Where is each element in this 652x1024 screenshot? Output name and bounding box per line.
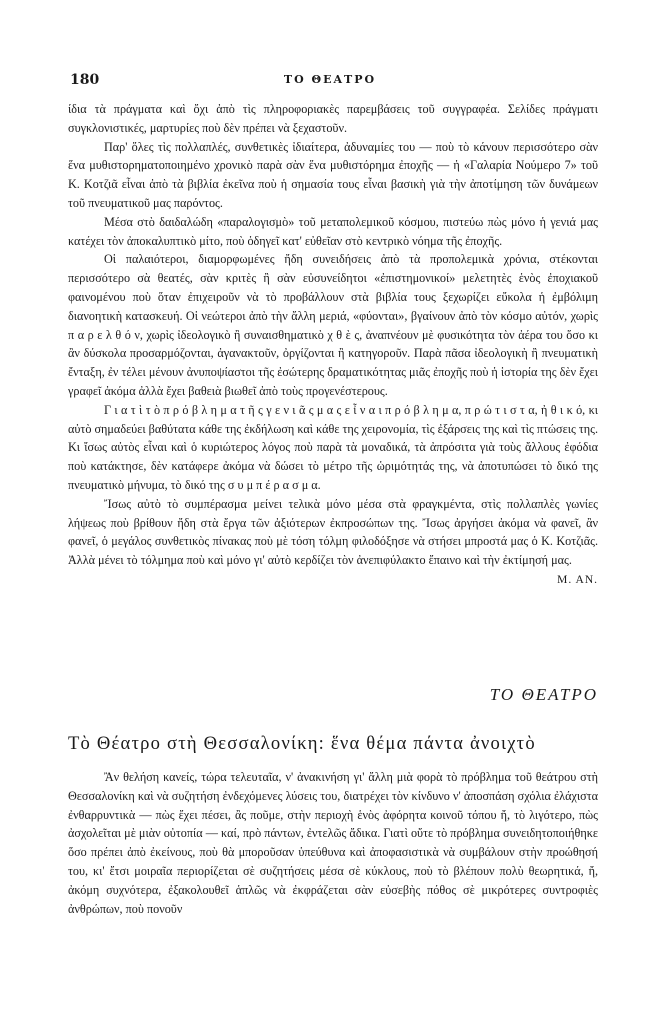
article-paragraph-1: Ἂν θελήση κανείς, τώρα τελευταῖα, ν' ἀνακινήση γι' ἄλλη μιὰ φορὰ τὸ πρόβλημα τοῦ θεάτρου στὴ Θεσσαλονίκη καὶ νὰ συζητήση ἐνδεχόμενες λύσεις του, διατρέχει τὸν κίνδυνο ν' ἀποσπάση σχόλια ἐλάχιστα ἐνθαρρυντικὰ — πὼς ἔχει πέσει, ἂς ποῦμε, στὴν περιοχὴ ἑνὸς ἀφόρητα κοινοῦ τόπου ἤ, τὸ λιγότερο, πὼς ἀσχολεῖται μὲ μιὰν οὐτοπία — καί, πρὸ πάντων, ἐντελῶς ἄδικα. Γιατὶ οὔτε τὸ πρόβλημα συνειδητοποιήθηκε ὅσο πρέπει ἀπὸ ἐκείνους, ποὺ θὰ μποροῦσαν ὑπεύθυνα καὶ ἀποφασιστικὰ νὰ συμβάλουν στὴν προώθησή του, κι' ἔτσι μοιραῖα περιορίζεται σὲ συζητήσεις μέσα σὲ κύκλους, ποὺ τὸ βλέπουν πολὺ θεωρητικά, ἤ, ἀκόμη συχνότερα, ἐξακολουθεῖ ἁπλῶς νὰ ἐκφράζεται σὰν εὐσεβὴς πόθος σὲ μικρότερες συντροφιὲς ἀνθρώπων, ποὺ πονοῦν [68,770,598,916]
article-text [68,768,598,918]
page-number: 180 [70,72,100,88]
running-head: ΤΟ ΘΕΑΤΡΟ [283,73,377,86]
review-text [68,100,598,590]
review-paragraph-4: Οἱ παλαιότεροι, διαμορφωμένες ἤδη συνειδήσεις ἀπὸ τὰ προπολεμικὰ χρόνια, στέκονται περισσότερο σὰ θεατές, σὰν κριτὲς ἢ σὰν εὐσυνείδητοι «ἐπιστημονικοί» μελετητὲς ἑνὸς ἐποχιακοῦ φαινομένου ποὺ ὅταν ἐπιχειροῦν νὰ τὸ προβάλλουν στὰ βιβλία τους ξεχωρίζει εὔκολα ἡ ἐμβόλιμη διανοητικὴ κατασκευή. Οἱ νεώτεροι ἀπὸ τὴν ἄλλη μεριά, «φύονται», βγαίνουν ἀπὸ τὸν κόσμο αὐτόν, χωρὶς π α ρ ε λ θ ό ν, χωρὶς ἰδεολογικὸ ἢ συναισθηματικὸ χ θ ὲ ς, ἀναπνέουν μὲ φυσικότητα τὸν ἀέρα του ὅσο κι ἂν δύσκολα προσαρμόζονται, ἀγανακτοῦν, ὀργίζονται ἢ κατηγοροῦν. Παρὰ πᾶσα ἰδεολογικὴ ἢ πνευματικὴ ἔνταξη, ἐν τέλει μένουν ἀνυποψίαστοι τῆς ἐσώτερης δραματικότητας μιᾶς ἐποχῆς ποὺ ἡ ἱστορία της δὲν ἔχει γραφεῖ ἀκόμα ἀλλὰ ἔχει βαθειὰ βιωθεῖ ἀπὸ τοὺς προγενέστερους. [68,252,598,398]
review-signature: Μ. ΑΝ. [557,573,598,586]
article-title: Τὸ Θέατρο στὴ Θεσσαλονίκη: ἕνα θέμα πάντα ἀνοιχτὸ [68,733,536,754]
section-heading: ΤΟ ΘΕΑΤΡΟ [489,685,598,704]
review-paragraph-5: Γ ι α τ ὶ τ ὸ π ρ ό β λ η μ α τ ῆ ς γ ε ν ι ᾶ ς μ α ς ε ἶ ν α ι π ρ ό β λ η μ α, π ρ ώ τ ι σ τ α, ἠ θ ι κ ό, κι αὐτὸ σημαδεύει βαθύτατα κάθε της ἐκδήλωση καὶ κάθε της χειρονομία, τὶς ἐξάρσεις της καὶ τὶς πτώσεις της. Κι ἴσως αὐτὸς εἶναι καὶ ὁ κυριώτερος λόγος ποὺ παρὰ τὰ μοναδικά, τὰ ἀπρόσιτα γιὰ τοὺς ἄλλους ἐφόδια ποὺ κατάκτησε, δὲν κατάφερε ἀκόμα νὰ δώσει τὸ μέτρο τῆς ὡριμότητάς της, νὰ ἀποτυπώσει τὸ δικό της πνευματικὸ μήνυμα, τὸ δικό της σ υ μ π έ ρ α σ μ α. [68,402,598,492]
review-paragraph-2: Παρ' ὅλες τὶς πολλαπλές, συνθετικὲς ἰδιαίτερα, ἀδυναμίες του — ποὺ τὸ κάνουν περισσότερο σὰν ἕνα μυθιστορηματοποιημένο χρονικὸ παρὰ σὰν ἕνα μυθιστόρημα ἐποχῆς — ἡ «Γαλαρία Νούμερο 7» τοῦ Κ. Κοτζιᾶ εἶναι ἀπὸ τὰ βιβλία ἐκεῖνα ποὺ ἡ σημασία τους εἶναι βασικὴ γιὰ τὴν ἀποτίμηση τῶν δυνάμεων τοῦ πνευματικοῦ μας παρόντος. [68,139,598,210]
page-header [70,72,590,90]
review-paragraph-6: Ἴσως αὐτὸ τὸ συμπέρασμα μείνει τελικὰ μόνο μέσα στὰ φραγκμέντα, στὶς πολλαπλὲς γωνίες λήψεως ποὺ βρίθουν ἤδη στὰ ἔργα τῶν ἀξιότερων ἐκπροσώπων της. Ἴσως ἀργήσει ἀκόμα νὰ φανεῖ, ἂν φανεῖ, ὁ μεγάλος συνθετικὸς πίνακας ποὺ μὲ τόση τόλμη φιλοδόξησε νὰ στήσει μπροστά μας ὁ Κ. Κοτζιᾶς. Ἀλλὰ μένει τὸ τόλμημα ποὺ καὶ μόνο γι' αὐτὸ κερδίζει τὸν ἀνεπιφύλακτο ἔπαινο καὶ τὴν ἐκτίμησή μας. [68,496,598,568]
review-paragraph-1: ίδια τὰ πράγματα καὶ ὄχι ἀπὸ τὶς πληροφοριακὲς παρεμβάσεις τοῦ συγγραφέα. Σελίδες πράγματι συγκλονιστικές, μαρτυρίες ποὺ δὲν πρέπει νὰ ξεχαστοῦν. [68,102,598,135]
review-paragraph-3: Μέσα στὸ δαιδαλώδη «παραλογισμὸ» τοῦ μεταπολεμικοῦ κόσμου, πιστεύω πὼς μόνο ἡ γενιά μας κατέχει τὸν ἀποκαλυπτικὸ μίτο, ποὺ ὁδηγεῖ κατ' εὐθεῖαν στὸ κεντρικὸ νόημα τῆς ἐποχῆς. [68,214,598,248]
